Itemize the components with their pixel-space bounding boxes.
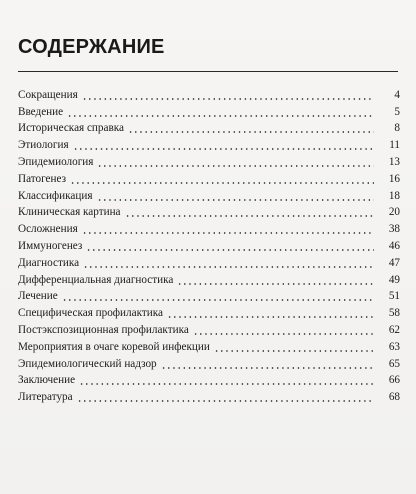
toc-entry-page-number: 5 xyxy=(394,105,400,118)
toc-entry xyxy=(18,102,400,119)
toc-entry-page-number: 66 xyxy=(388,374,400,387)
toc-entry-title: Постэкспозиционная профилактика xyxy=(18,323,189,336)
toc-entry-page-number: 46 xyxy=(388,239,400,252)
dot-leader xyxy=(82,98,374,100)
dot-leader xyxy=(79,383,374,385)
toc-entry xyxy=(18,320,400,337)
toc-entry-title: Этиология xyxy=(18,139,69,152)
dot-leader xyxy=(73,148,374,150)
dot-leader xyxy=(77,400,374,402)
toc-entry-page-number: 65 xyxy=(388,357,400,370)
dot-leader xyxy=(83,266,374,268)
toc-entry-title: Историческая справка xyxy=(18,122,124,135)
toc-entry-page-number: 58 xyxy=(388,307,400,320)
dot-leader xyxy=(67,115,374,117)
toc-entry-page-number: 4 xyxy=(394,88,400,101)
dot-leader xyxy=(128,131,374,133)
toc-entry-title: Лечение xyxy=(18,290,58,303)
dot-leader xyxy=(167,316,374,318)
toc-entry-page-number: 13 xyxy=(388,155,400,168)
toc-entry xyxy=(18,152,400,169)
toc-entry-title: Диагностика xyxy=(18,256,80,269)
page-title: СОДЕРЖАНИЕ xyxy=(18,36,165,58)
dot-leader xyxy=(193,333,374,335)
toc-entry-title: Специфическая профилактика xyxy=(18,307,163,320)
toc-entry-title: Классификация xyxy=(18,189,93,202)
toc-entry-page-number: 11 xyxy=(389,139,400,152)
dot-leader xyxy=(125,215,374,217)
toc-entry-page-number: 16 xyxy=(388,172,400,185)
toc-entry-page-number: 49 xyxy=(388,273,400,286)
toc-entry-title: Заключение xyxy=(18,374,76,387)
dot-leader xyxy=(82,232,374,234)
toc-entry xyxy=(18,387,400,404)
dot-leader xyxy=(97,199,374,201)
toc-entry-title: Клиническая картина xyxy=(18,206,121,219)
toc-entry xyxy=(18,354,400,371)
toc-entry-title: Иммуногенез xyxy=(18,239,83,252)
dot-leader xyxy=(97,165,374,167)
toc-entry-page-number: 68 xyxy=(388,391,400,404)
toc-entry xyxy=(18,287,400,304)
toc-entry-page-number: 18 xyxy=(388,189,400,202)
toc-entry-title: Патогенез xyxy=(18,172,67,185)
toc-entry xyxy=(18,169,400,186)
dot-leader xyxy=(177,283,374,285)
dot-leader xyxy=(62,299,374,301)
toc-entry-page-number: 8 xyxy=(394,122,400,135)
toc-entry-title: Эпидемиология xyxy=(18,155,94,168)
toc-entry-page-number: 62 xyxy=(388,323,400,336)
toc-entry-page-number: 47 xyxy=(388,256,400,269)
toc-entry xyxy=(18,119,400,136)
toc-entry-title: Эпидемиологический надзор xyxy=(18,357,157,370)
dot-leader xyxy=(70,182,374,184)
toc-entry-title: Введение xyxy=(18,105,64,118)
toc-entry-title: Сокращения xyxy=(18,88,78,101)
toc-entry xyxy=(18,203,400,220)
toc-entry-page-number: 63 xyxy=(388,340,400,353)
toc-entry xyxy=(18,303,400,320)
toc-entry-title: Дифференциальная диагностика xyxy=(18,273,174,286)
title-divider xyxy=(18,71,398,72)
toc-entry xyxy=(18,371,400,388)
toc-entry-page-number: 20 xyxy=(388,206,400,219)
table-of-contents xyxy=(18,85,400,404)
toc-entry xyxy=(18,236,400,253)
toc-entry xyxy=(18,337,400,354)
toc-entry xyxy=(18,253,400,270)
toc-entry xyxy=(18,270,400,287)
toc-entry xyxy=(18,186,400,203)
toc-entry xyxy=(18,85,400,102)
toc-entry-title: Литература xyxy=(18,391,73,404)
dot-leader xyxy=(86,249,374,251)
toc-entry-title: Мероприятия в очаге коревой инфекции xyxy=(18,340,210,353)
toc-entry xyxy=(18,219,400,236)
toc-entry-page-number: 51 xyxy=(388,290,400,303)
toc-entry-page-number: 38 xyxy=(388,223,400,236)
toc-entry-title: Осложнения xyxy=(18,223,78,236)
toc-entry xyxy=(18,135,400,152)
dot-leader xyxy=(161,367,374,369)
dot-leader xyxy=(214,350,374,352)
